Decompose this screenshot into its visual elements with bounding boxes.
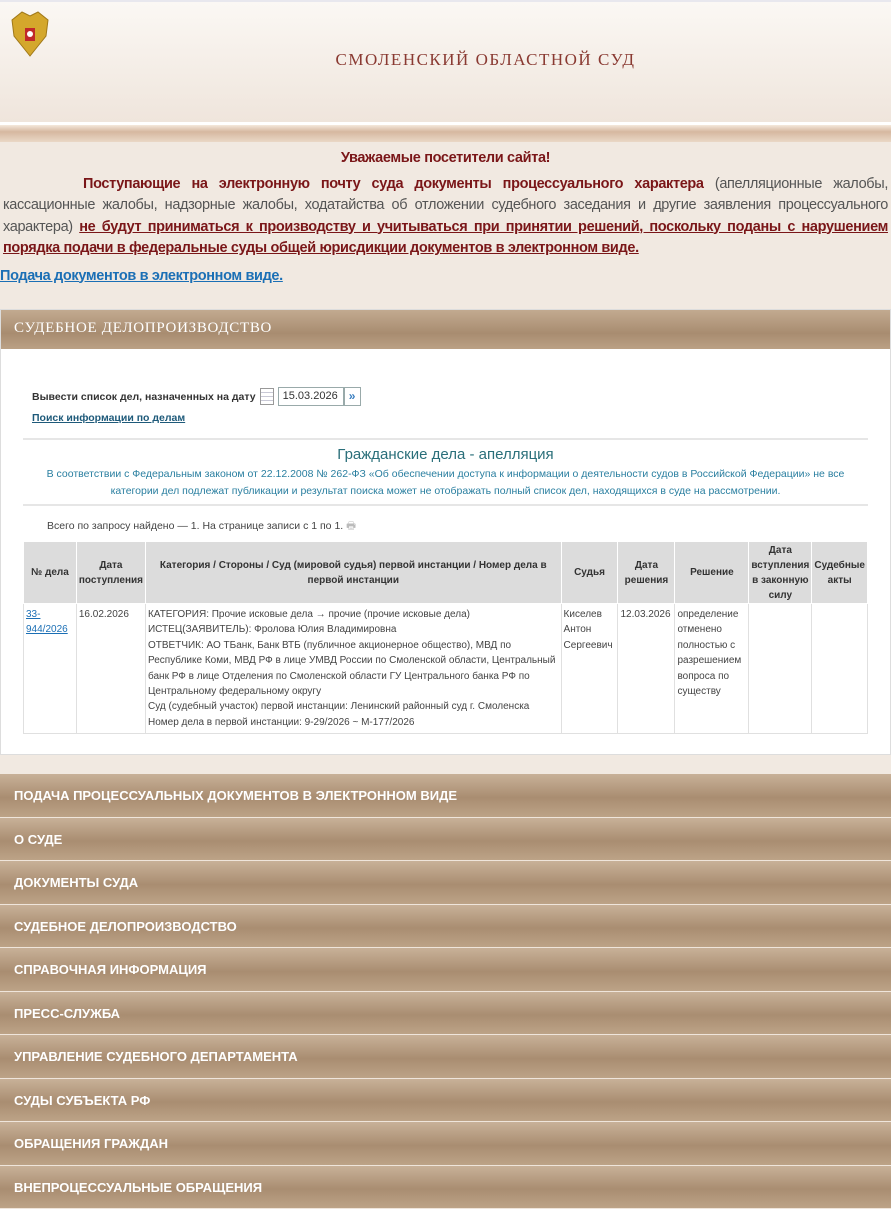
detail-defendant: ОТВЕТЧИК: АО ТБанк, Банк ВТБ (публичное акционерное общество), МВД по Республике Коми, МВД РФ в лице УМВД России по Смоленской области, Центральный банк РФ в лице Отделения по Смоленской области ГУ Центрального банка РФ по Центральному федеральному округу	[148, 638, 559, 700]
menu-item-e-submission[interactable]: ПОДАЧА ПРОЦЕССУАЛЬНЫХ ДОКУМЕНТОВ В ЭЛЕКТРОННОМ ВИДЕ	[0, 774, 891, 818]
decision-date: 12.03.2026	[618, 604, 675, 734]
col-acts: Судебные акты	[812, 542, 868, 604]
date-filter	[23, 387, 868, 406]
menu-item-proceedings[interactable]: СУДЕБНОЕ ДЕЛОПРОИЗВОДСТВО	[0, 905, 891, 949]
menu-item-citizen-appeals[interactable]: ОБРАЩЕНИЯ ГРАЖДАН	[0, 1122, 891, 1166]
case-search-link[interactable]: Поиск информации по делам	[32, 412, 868, 424]
category-title: Гражданские дела - апелляция	[23, 446, 868, 463]
print-icon[interactable]: 🖶	[346, 520, 356, 532]
header-band	[0, 122, 891, 142]
court-acts	[812, 604, 868, 734]
results-count-text: Всего по запросу найдено — 1. На странице записи с 1 по 1.	[47, 520, 343, 532]
court-proceedings-section	[0, 309, 891, 755]
case-details	[145, 604, 561, 734]
detail-first-court: Суд (судебный участок) первой инстанции: Ленинский районный суд г. Смоленска	[148, 699, 559, 714]
detail-plaintiff: ИСТЕЦ(ЗАЯВИТЕЛЬ): Фролова Юлия Владимировна	[148, 622, 559, 637]
site-header	[0, 0, 891, 122]
divider	[23, 438, 868, 440]
law-note: В соответствии с Федеральным законом от 22.12.2008 № 262-ФЗ «Об обеспечении доступа к информации о деятельности судов в Российской Федерации» не все категории дел подлежат публикации и результат поиска может не отображать полный список дел, находящихся в суде на рассмотрении.	[23, 466, 868, 500]
date-label: Вывести список дел, назначенных на дату	[32, 391, 256, 403]
table-row	[24, 604, 868, 734]
cases-table	[23, 541, 868, 734]
notice-bold: Поступающие на электронную почту суда документы процессуального характера	[83, 176, 704, 192]
notice-heading: Уважаемые посетители сайта!	[3, 148, 888, 170]
menu-item-press[interactable]: ПРЕСС-СЛУЖБА	[0, 992, 891, 1036]
date-input[interactable]: 15.03.2026	[278, 387, 344, 406]
col-details: Категория / Стороны / Суд (мировой судья) первой инстанции / Номер дела в первой инстанции	[145, 542, 561, 604]
col-received: Дата поступления	[76, 542, 145, 604]
detail-first-case-number: Номер дела в первой инстанции: 9-29/2026 ~ М-177/2026	[148, 715, 559, 730]
divider	[23, 504, 868, 506]
menu-item-extraprocedural[interactable]: ВНЕПРОЦЕССУАЛЬНЫЕ ОБРАЩЕНИЯ	[0, 1166, 891, 1209]
case-number-link[interactable]: 33-944/2026	[26, 609, 68, 635]
results-count	[47, 518, 868, 536]
judge: Киселев Антон Сергеевич	[561, 604, 618, 734]
calendar-icon[interactable]	[260, 388, 274, 405]
electronic-submission-link[interactable]: Подача документов в электронном виде.	[0, 266, 888, 288]
menu-item-regional-courts[interactable]: СУДЫ СУБЪЕКТА РФ	[0, 1079, 891, 1123]
notice-warning: не будут приниматься к производству и учитываться при принятии решений, поскольку поданы с нарушением порядка подачи в федеральные суды общей юрисдикции документов в электронном виде.	[3, 219, 888, 257]
col-effective: Дата вступления в законную силу	[749, 542, 812, 604]
effective-date	[749, 604, 812, 734]
submit-date-button[interactable]: »	[344, 387, 361, 406]
col-decision-date: Дата решения	[618, 542, 675, 604]
decision: определение отменено полностью с разрешением вопроса по существу	[675, 604, 749, 734]
notice	[0, 142, 891, 287]
section-title: СУДЕБНОЕ ДЕЛОПРОИЗВОДСТВО	[1, 310, 890, 349]
notice-text: (апелляционные жалобы, кассационные жалобы, надзорные жалобы, ходатайства об отложении судебного заседания и другие заявления процессуального характера)	[3, 176, 888, 235]
menu-item-judicial-department[interactable]: УПРАВЛЕНИЕ СУДЕБНОГО ДЕПАРТАМЕНТА	[0, 1035, 891, 1079]
menu-item-documents[interactable]: ДОКУМЕНТЫ СУДА	[0, 861, 891, 905]
menu-item-about[interactable]: О СУДЕ	[0, 818, 891, 862]
detail-category: КАТЕГОРИЯ: Прочие исковые дела → прочие (прочие исковые дела)	[148, 607, 559, 622]
col-judge: Судья	[561, 542, 618, 604]
main-menu	[0, 774, 891, 1209]
menu-item-reference[interactable]: СПРАВОЧНАЯ ИНФОРМАЦИЯ	[0, 948, 891, 992]
col-case: № дела	[24, 542, 77, 604]
table-header-row	[24, 542, 868, 604]
site-title: СМОЛЕНСКИЙ ОБЛАСТНОЙ СУД	[0, 50, 891, 70]
received-date: 16.02.2026	[76, 604, 145, 734]
col-decision: Решение	[675, 542, 749, 604]
